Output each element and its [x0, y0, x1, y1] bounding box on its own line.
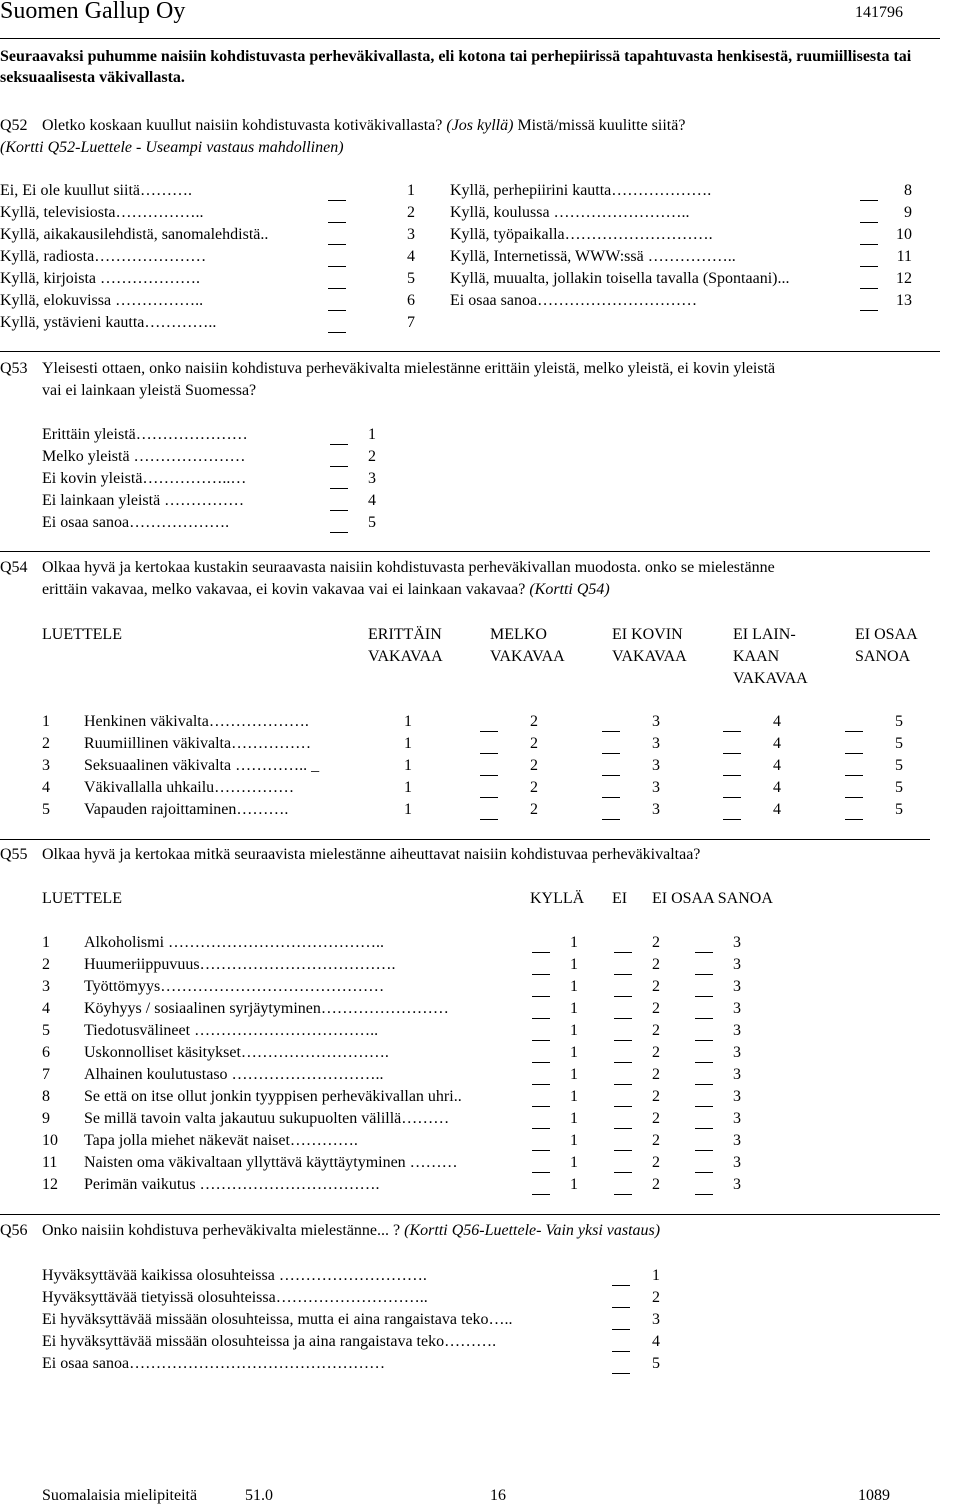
q55-row-number: 9 [42, 1110, 50, 1127]
answer-blank[interactable] [614, 995, 632, 997]
q56-option-label: Ei hyväksyttävää missään olosuhteissa ja aina rangaistava teko………. [42, 1333, 497, 1350]
footer-page-number: 16 [490, 1487, 506, 1504]
q55-row-code: 2 [652, 934, 660, 951]
answer-blank[interactable] [612, 1328, 630, 1330]
q54-row-code: 5 [895, 757, 903, 774]
section-rule [0, 351, 940, 352]
answer-blank[interactable] [328, 265, 346, 267]
q52-option-label: Kyllä, kirjoista ………………. [0, 270, 200, 287]
answer-blank[interactable] [614, 973, 632, 975]
q55-row-code: 3 [733, 1154, 741, 1171]
q55-row-label: Se että on itse ollut jonkin tyyppisen perheväkivallan uhri.. [84, 1088, 462, 1105]
q54-row-code: 1 [404, 735, 412, 752]
answer-blank[interactable] [480, 796, 498, 798]
answer-blank[interactable] [695, 1127, 713, 1129]
q54-number: Q54 [0, 559, 28, 576]
q55-row-number: 5 [42, 1022, 50, 1039]
q55-column-header: LUETTELE [42, 890, 122, 907]
q55-row-code: 2 [652, 1044, 660, 1061]
answer-blank[interactable] [860, 243, 878, 245]
q54-column-header: LUETTELE [42, 626, 122, 643]
q54-row-code: 3 [652, 735, 660, 752]
answer-blank[interactable] [614, 1171, 632, 1173]
intro-text: Seuraavaksi puhumme naisiin kohdistuvasta perheväkivallasta, eli kotona tai perhepiirissä tapahtuvasta henkisestä, ruumiillisesta tai seksuaalisesta väkivallasta. [0, 48, 912, 86]
q55-row-code: 3 [733, 1110, 741, 1127]
q52-option-code: 6 [407, 292, 415, 309]
q54-row-label: Henkinen väkivalta………………. [84, 713, 309, 730]
q55-row-number: 8 [42, 1088, 50, 1105]
section-rule [0, 839, 930, 840]
answer-blank[interactable] [602, 774, 620, 776]
q55-row-code: 3 [733, 956, 741, 973]
q54-row-number: 2 [42, 735, 50, 752]
q54-row-code: 3 [652, 779, 660, 796]
q54-row-number: 4 [42, 779, 50, 796]
q55-row-label: Tiedotusvälineet …………………………….. [84, 1022, 379, 1039]
answer-blank[interactable] [695, 951, 713, 953]
answer-blank[interactable] [845, 774, 863, 776]
q55-row-label: Alhainen koulutustaso ……………………….. [84, 1066, 384, 1083]
q55-row-code: 2 [652, 1088, 660, 1105]
answer-blank[interactable] [845, 730, 863, 732]
q55-row-code: 3 [733, 1132, 741, 1149]
q55-row-number: 10 [42, 1132, 58, 1149]
q55-row-number: 4 [42, 1000, 50, 1017]
q55-row-code: 3 [733, 934, 741, 951]
q54-row-code: 5 [895, 713, 903, 730]
q52-option-code: 4 [407, 248, 415, 265]
q52-option-label: Kyllä, radiosta………………… [0, 248, 207, 265]
q55-row-code: 1 [570, 978, 578, 995]
q54-row-code: 4 [773, 757, 781, 774]
answer-blank[interactable] [695, 973, 713, 975]
q56-option-label: Hyväksyttävää tietyissä olosuhteissa……………………….. [42, 1289, 428, 1306]
answer-blank[interactable] [532, 973, 550, 975]
answer-blank[interactable] [860, 309, 878, 311]
q55-row-code: 3 [733, 1022, 741, 1039]
answer-blank[interactable] [532, 1083, 550, 1085]
q55-row-code: 1 [570, 1154, 578, 1171]
q53-option-label: Ei kovin yleistä……………..… [42, 470, 247, 487]
section-rule [0, 1214, 940, 1215]
answer-blank[interactable] [532, 995, 550, 997]
answer-blank[interactable] [723, 752, 741, 754]
footer-version: 51.0 [245, 1487, 273, 1504]
answer-blank[interactable] [614, 1105, 632, 1107]
answer-blank[interactable] [330, 531, 348, 533]
q55-row-code: 3 [733, 1044, 741, 1061]
q55-row-code: 1 [570, 1110, 578, 1127]
q53-option-label: Erittäin yleistä………………… [42, 426, 248, 443]
q55-column-header: EI [612, 890, 628, 907]
answer-blank[interactable] [330, 509, 348, 511]
q54-row-code: 4 [773, 779, 781, 796]
answer-blank[interactable] [860, 265, 878, 267]
q55-row-code: 1 [570, 1132, 578, 1149]
q55-row-code: 2 [652, 978, 660, 995]
q55-row-code: 2 [652, 1066, 660, 1083]
q53-option-label: Ei lainkaan yleistä …………… [42, 492, 245, 509]
answer-blank[interactable] [480, 752, 498, 754]
answer-blank[interactable] [612, 1284, 630, 1286]
q52-option-label: Kyllä, aikakausilehdistä, sanomalehdistä.. [0, 226, 269, 243]
q54-row-code: 4 [773, 735, 781, 752]
q53-option-code: 1 [368, 426, 376, 443]
q54-row-code: 1 [404, 713, 412, 730]
answer-blank[interactable] [614, 1193, 632, 1195]
q54-column-header: EI OSAA SANOA [855, 626, 918, 665]
answer-blank[interactable] [532, 1171, 550, 1173]
q56-option-code: 1 [652, 1267, 660, 1284]
q53-question-line2: vai ei lainkaan yleistä Suomessa? [42, 382, 257, 399]
answer-blank[interactable] [532, 1105, 550, 1107]
q56-option-label: Ei osaa sanoa………………………………………… [42, 1355, 386, 1372]
q52-option-label: Ei osaa sanoa………………………… [450, 292, 698, 309]
q52-instruction: (Kortti Q52-Luettele - Useampi vastaus mahdollinen) [0, 139, 344, 156]
answer-blank[interactable] [532, 1017, 550, 1019]
answer-blank[interactable] [330, 465, 348, 467]
q55-row-label: Köyhyys / sosiaalinen syrjäytyminen…………………… [84, 1000, 449, 1017]
q52-option-label: Kyllä, koulussa …………………….. [450, 204, 690, 221]
q54-row-code: 3 [652, 713, 660, 730]
answer-blank[interactable] [328, 287, 346, 289]
q56-question: Onko naisiin kohdistuva perheväkivalta mielestänne... ? (Kortti Q56-Luettele- Vain yksi vastaus) [42, 1222, 661, 1239]
q55-row-number: 7 [42, 1066, 50, 1083]
q52-option-label: Kyllä, muualta, jollakin toisella tavalla (Spontaani)... [450, 270, 790, 287]
q54-row-code: 4 [773, 713, 781, 730]
q53-option-code: 5 [368, 514, 376, 531]
q55-row-number: 6 [42, 1044, 50, 1061]
q52-option-label: Kyllä, Internetissä, WWW:ssä …………….. [450, 248, 736, 265]
q54-question-line1: Olkaa hyvä ja kertokaa kustakin seuraavasta naisiin kohdistuvasta perheväkivallan muodosta. onko se mielestänne [42, 559, 775, 576]
answer-blank[interactable] [845, 796, 863, 798]
q55-question: Olkaa hyvä ja kertokaa mitkä seuraavista mielestänne aiheuttavat naisiin kohdistuvaa perheväkivaltaa? [42, 846, 701, 863]
q54-row-code: 5 [895, 779, 903, 796]
q54-row-label: Vapauden rajoittaminen………. [84, 801, 289, 818]
q54-column-header: MELKO VAKAVAA [490, 626, 565, 665]
q56-number: Q56 [0, 1222, 28, 1239]
answer-blank[interactable] [723, 730, 741, 732]
q54-row-code: 3 [652, 757, 660, 774]
q53-number: Q53 [0, 360, 28, 377]
q53-option-code: 3 [368, 470, 376, 487]
q54-question-line2: erittäin vakavaa, melko vakavaa, ei kovin vakavaa vai ei lainkaan vakavaa? (Kortti Q54) [42, 581, 610, 598]
q55-row-code: 2 [652, 1110, 660, 1127]
answer-blank[interactable] [532, 1039, 550, 1041]
answer-blank[interactable] [614, 1017, 632, 1019]
q55-column-header: KYLLÄ [530, 890, 585, 907]
q52-option-code: 2 [407, 204, 415, 221]
q55-row-code: 3 [733, 1066, 741, 1083]
answer-blank[interactable] [614, 1061, 632, 1063]
q54-row-number: 3 [42, 757, 50, 774]
q54-row-code: 2 [530, 735, 538, 752]
q55-row-label: Se millä tavoin valta jakautuu sukupuolten välillä……… [84, 1110, 450, 1127]
q53-option-code: 4 [368, 492, 376, 509]
q53-option-code: 2 [368, 448, 376, 465]
q54-row-number: 1 [42, 713, 50, 730]
answer-blank[interactable] [328, 243, 346, 245]
answer-blank[interactable] [614, 1149, 632, 1151]
q55-row-code: 2 [652, 1132, 660, 1149]
answer-blank[interactable] [845, 752, 863, 754]
answer-blank[interactable] [532, 951, 550, 953]
q55-row-label: Perimän vaikutus ……………………………. [84, 1176, 380, 1193]
q54-row-code: 2 [530, 713, 538, 730]
answer-blank[interactable] [330, 487, 348, 489]
answer-blank[interactable] [695, 1061, 713, 1063]
q52-option-code: 3 [407, 226, 415, 243]
q56-option-code: 3 [652, 1311, 660, 1328]
q55-row-label: Tapa jolla miehet näkevät naiset…………. [84, 1132, 358, 1149]
q55-row-code: 2 [652, 1154, 660, 1171]
answer-blank[interactable] [723, 774, 741, 776]
q56-option-code: 2 [652, 1289, 660, 1306]
q55-row-code: 2 [652, 1000, 660, 1017]
answer-blank[interactable] [532, 1193, 550, 1195]
q55-row-number: 1 [42, 934, 50, 951]
q55-row-label: Työttömyys…………………………………… [84, 978, 385, 995]
answer-blank[interactable] [614, 1039, 632, 1041]
q52-option-label: Ei, Ei ole kuullut siitä………. [0, 182, 192, 199]
q55-row-number: 12 [42, 1176, 58, 1193]
answer-blank[interactable] [614, 1083, 632, 1085]
answer-blank[interactable] [614, 951, 632, 953]
q52-option-label: Kyllä, elokuvissa …………….. [0, 292, 204, 309]
answer-blank[interactable] [695, 1039, 713, 1041]
q55-row-code: 1 [570, 1176, 578, 1193]
q54-row-code: 3 [652, 801, 660, 818]
q54-row-code: 1 [404, 757, 412, 774]
answer-blank[interactable] [612, 1372, 630, 1374]
q52-option-label: Kyllä, televisiosta…………….. [0, 204, 204, 221]
q52-option-code: 12 [896, 270, 912, 287]
q53-option-label: Ei osaa sanoa………………. [42, 514, 230, 531]
answer-blank[interactable] [695, 1105, 713, 1107]
section-rule [0, 551, 930, 552]
answer-blank[interactable] [695, 1171, 713, 1173]
q55-row-label: Uskonnolliset käsitykset………………………. [84, 1044, 389, 1061]
answer-blank[interactable] [723, 796, 741, 798]
q52-number: Q52 [0, 117, 28, 134]
q53-question-line1: Yleisesti ottaen, onko naisiin kohdistuva perheväkivalta mielestänne erittäin yleistä, melko yleistä, ei kovin yleistä [42, 360, 776, 377]
q54-row-label: Väkivallalla uhkailu…………… [84, 779, 295, 796]
q54-row-code: 2 [530, 779, 538, 796]
answer-blank[interactable] [328, 199, 346, 201]
answer-blank[interactable] [602, 818, 620, 820]
answer-blank[interactable] [532, 1061, 550, 1063]
q54-row-code: 2 [530, 757, 538, 774]
q54-column-header: ERITTÄIN VAKAVAA [368, 626, 443, 665]
q52-option-code: 5 [407, 270, 415, 287]
q55-column-header: EI OSAA SANOA [652, 890, 773, 907]
q54-column-header: EI KOVIN VAKAVAA [612, 626, 687, 665]
answer-blank[interactable] [532, 1149, 550, 1151]
company-name: Suomen Gallup Oy [0, 0, 186, 24]
answer-blank[interactable] [695, 1149, 713, 1151]
answer-blank[interactable] [860, 199, 878, 201]
answer-blank[interactable] [602, 730, 620, 732]
answer-blank[interactable] [695, 1193, 713, 1195]
q52-option-label: Kyllä, perhepiirini kautta………………. [450, 182, 712, 199]
answer-blank[interactable] [328, 331, 346, 333]
q55-row-code: 1 [570, 1000, 578, 1017]
q55-row-code: 2 [652, 956, 660, 973]
answer-blank[interactable] [480, 818, 498, 820]
q54-row-number: 5 [42, 801, 50, 818]
q55-row-label: Alkoholismi ………………………………….. [84, 934, 385, 951]
q54-row-label: Seksuaalinen väkivalta ………….. _ [84, 757, 320, 774]
q55-row-number: 3 [42, 978, 50, 995]
q52-option-code: 1 [407, 182, 415, 199]
q53-option-label: Melko yleistä ………………… [42, 448, 246, 465]
q55-row-code: 2 [652, 1176, 660, 1193]
answer-blank[interactable] [695, 995, 713, 997]
q55-number: Q55 [0, 846, 28, 863]
q54-row-code: 5 [895, 801, 903, 818]
q56-option-code: 5 [652, 1355, 660, 1372]
q55-row-label: Naisten oma väkivaltaan yllyttävä käyttäytyminen ……… [84, 1154, 458, 1171]
footer-code: 1089 [858, 1487, 890, 1504]
header-rule [0, 38, 940, 39]
q54-row-code: 2 [530, 801, 538, 818]
answer-blank[interactable] [328, 221, 346, 223]
q55-row-code: 1 [570, 1022, 578, 1039]
answer-blank[interactable] [723, 818, 741, 820]
q55-row-code: 1 [570, 1088, 578, 1105]
answer-blank[interactable] [602, 796, 620, 798]
answer-blank[interactable] [845, 818, 863, 820]
answer-blank[interactable] [532, 1127, 550, 1129]
q54-row-code: 4 [773, 801, 781, 818]
answer-blank[interactable] [612, 1350, 630, 1352]
q55-row-code: 1 [570, 1044, 578, 1061]
answer-blank[interactable] [695, 1083, 713, 1085]
q54-row-label: Ruumiillinen väkivalta…………… [84, 735, 312, 752]
q52-option-code: 7 [407, 314, 415, 331]
answer-blank[interactable] [695, 1017, 713, 1019]
q55-row-code: 1 [570, 1066, 578, 1083]
q52-option-label: Kyllä, työpaikalla………………………. [450, 226, 713, 243]
q54-row-code: 1 [404, 779, 412, 796]
answer-blank[interactable] [612, 1306, 630, 1308]
q52-option-code: 13 [896, 292, 912, 309]
q55-row-code: 3 [733, 1088, 741, 1105]
q54-column-header: EI LAIN- KAAN VAKAVAA [733, 626, 808, 687]
q55-row-code: 3 [733, 1000, 741, 1017]
q52-option-code: 8 [904, 182, 912, 199]
q52-option-code: 9 [904, 204, 912, 221]
answer-blank[interactable] [860, 221, 878, 223]
q56-option-label: Hyväksyttävää kaikissa olosuhteissa ………………………. [42, 1267, 427, 1284]
q54-row-code: 5 [895, 735, 903, 752]
footer-publication: Suomalaisia mielipiteitä [42, 1487, 198, 1504]
answer-blank[interactable] [602, 752, 620, 754]
answer-blank[interactable] [330, 443, 348, 445]
q56-option-code: 4 [652, 1333, 660, 1350]
q54-row-code: 1 [404, 801, 412, 818]
q55-row-number: 2 [42, 956, 50, 973]
q55-row-code: 3 [733, 978, 741, 995]
q52-option-code: 10 [896, 226, 912, 243]
survey-code: 141796 [855, 4, 903, 21]
q52-option-code: 11 [896, 248, 912, 265]
q56-option-label: Ei hyväksyttävää missään olosuhteissa, mutta ei aina rangaistava teko….. [42, 1311, 513, 1328]
q55-row-code: 1 [570, 956, 578, 973]
answer-blank[interactable] [480, 730, 498, 732]
q55-row-label: Huumeriippuvuus………………………………. [84, 956, 396, 973]
answer-blank[interactable] [860, 287, 878, 289]
answer-blank[interactable] [328, 309, 346, 311]
q55-row-code: 1 [570, 934, 578, 951]
q52-question: Oletko koskaan kuullut naisiin kohdistuvasta kotiväkivallasta? (Jos kyllä) Mistä/missä kuulitte siitä? [42, 117, 686, 134]
answer-blank[interactable] [480, 774, 498, 776]
q55-row-code: 3 [733, 1176, 741, 1193]
q55-row-code: 2 [652, 1022, 660, 1039]
q55-row-number: 11 [42, 1154, 58, 1171]
q52-option-label: Kyllä, ystävieni kautta………….. [0, 314, 217, 331]
answer-blank[interactable] [614, 1127, 632, 1129]
